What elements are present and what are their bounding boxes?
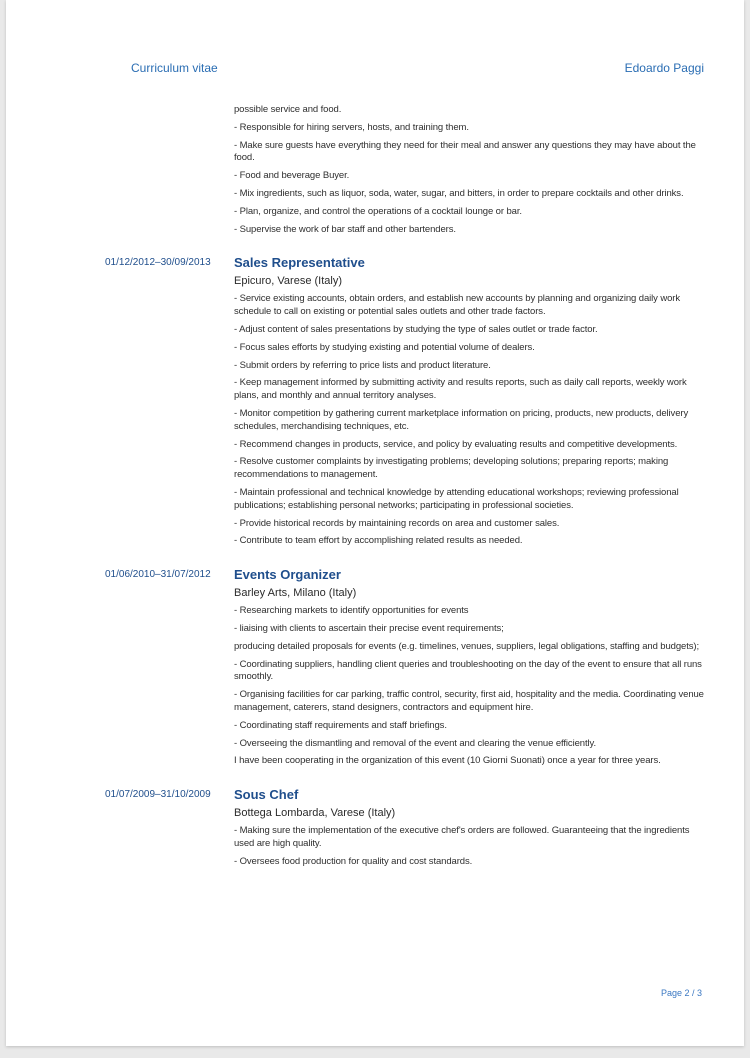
- list-item: - Food and beverage Buyer.: [234, 170, 350, 182]
- document-page: [6, 0, 744, 1046]
- list-item: - Making sure the implementation of the executive chef's orders are followed. Guaranteeing that the ingredients used are high quality.: [234, 825, 690, 849]
- page-number: Page 2 / 3: [660, 988, 702, 998]
- list-item: producing detailed proposals for events (e.g. timelines, venues, suppliers, legal obligations, staffing and budgets);: [234, 640, 699, 652]
- list-item: - Coordinating staff requirements and staff briefings.: [234, 719, 447, 731]
- list-item: - Maintain professional and technical knowledge by attending educational workshops; reviewing professional publications; establishing personal networks; participating in professional societies.: [234, 486, 679, 511]
- list-item: - Resolve customer complaints by investigating problems; developing solutions; preparing reports; making recommendations to management.: [234, 456, 669, 481]
- list-item: - Oversees food production for quality and cost standards.: [234, 855, 473, 867]
- list-item: - Service existing accounts, obtain orders, and establish new accounts by planning and organizing daily work schedule to call on existing or potential sales outlets and other trade factors.: [234, 293, 680, 318]
- list-item: - Adjust content of sales presentations by studying the type of sales outlet or trade factor.: [234, 323, 598, 335]
- entry-date-range: 01/07/2009–31/10/2009: [105, 789, 211, 801]
- list-item: - Overseeing the dismantling and removal of the event and clearing the venue efficiently.: [234, 737, 596, 749]
- entry-job-title: Sales Representative: [234, 255, 365, 271]
- list-item: - Provide historical records by maintaining records on area and customer sales.: [234, 517, 560, 529]
- header-candidate-name: Edoardo Paggi: [624, 61, 704, 75]
- list-item: I have been cooperating in the organization of this event (10 Giorni Suonati) once a year for three years.: [234, 755, 661, 767]
- list-item: - Focus sales efforts by studying existing and potential volume of dealers.: [234, 341, 535, 353]
- entry-job-title: Sous Chef: [234, 787, 299, 803]
- list-item: - Plan, organize, and control the operations of a cocktail lounge or bar.: [234, 205, 522, 217]
- entry-date-range: 01/06/2010–31/07/2012: [105, 569, 211, 581]
- list-item: - Organising facilities for car parking, traffic control, security, first aid, hospitality and the media. Coordinating venue management, caterers, stand designers, contractors and equipment hire.: [234, 689, 704, 713]
- previous-entry-continuation: [234, 104, 708, 236]
- entry-employer: Bottega Lombarda, Varese (Italy): [234, 807, 396, 820]
- list-item: - Contribute to team effort by accomplishing related results as needed.: [234, 535, 523, 547]
- work-entry-sales-representative: [6, 254, 744, 548]
- header-document-type: Curriculum vitae: [131, 61, 218, 75]
- list-item: - liaising with clients to ascertain their precise event requirements;: [234, 622, 504, 634]
- list-item: possible service and food.: [234, 104, 342, 115]
- list-item: - Researching markets to identify opportunities for events: [234, 605, 469, 617]
- entry-date-range: 01/12/2012–30/09/2013: [105, 257, 211, 269]
- entry-employer: Barley Arts, Milano (Italy): [234, 587, 357, 600]
- list-item: - Keep management informed by submitting activity and results reports, such as daily call reports, weekly work plans, and monthly and annual territory analyses.: [234, 377, 687, 402]
- list-item: - Monitor competition by gathering current marketplace information on pricing, products, new products, delivery schedules, merchandising techniques, etc.: [234, 407, 689, 432]
- list-item: - Mix ingredients, such as liquor, soda, water, sugar, and bitters, in order to prepare cocktails and other drinks.: [234, 187, 684, 199]
- entry-employer: Epicuro, Varese (Italy): [234, 275, 343, 288]
- list-item: - Responsible for hiring servers, hosts, and training them.: [234, 121, 469, 133]
- work-entry-events-organizer: [6, 566, 744, 768]
- resume-body: [6, 104, 744, 873]
- list-item: - Submit orders by referring to price lists and product literature.: [234, 359, 491, 371]
- entry-job-title: Events Organizer: [234, 567, 341, 583]
- work-entry-sous-chef: [6, 786, 744, 868]
- list-item: - Recommend changes in products, service, and policy by evaluating results and competitive developments.: [234, 438, 678, 450]
- list-item: - Coordinating suppliers, handling client queries and troubleshooting on the day of the event to ensure that all runs smoothly.: [234, 658, 702, 683]
- list-item: - Supervise the work of bar staff and other bartenders.: [234, 223, 456, 235]
- list-item: - Make sure guests have everything they need for their meal and answer any questions they may have about the food.: [234, 139, 696, 164]
